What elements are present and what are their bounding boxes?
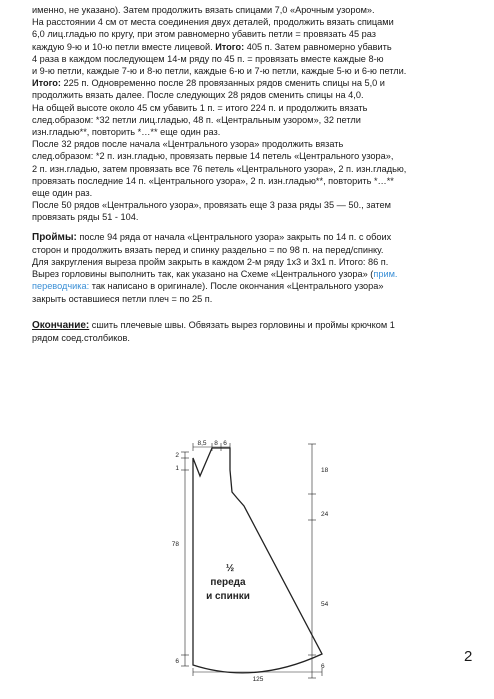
text-line: На расстоянии 4 см от места соединения двух деталей, продолжить вязать спицами: [32, 17, 394, 28]
text-line: На общей высоте около 45 см убавить 1 п. = итого 224 п. и продолжить вязать: [32, 102, 368, 113]
translator-note-link: переводчика:: [32, 281, 90, 292]
text-line: переводчика: так написано в оригинале). После окончания «Центрального узора»: [32, 281, 384, 292]
text-line: провязать ряды 51 - 104.: [32, 212, 139, 223]
text-line: именно, не указано). Затем продолжить вязать спицами 7,0 «Арочным узором».: [32, 5, 375, 15]
left-dim-78: 78: [171, 541, 179, 548]
text-line: После 32 рядов после начала «Центрального узора» продолжить вязать: [32, 139, 344, 150]
text-line: изн.гладью**, повторить *…** еще один раз.: [32, 127, 221, 138]
top-width-3: 6: [223, 440, 227, 447]
piece-label-back: и спинки: [206, 591, 250, 602]
left-dim-1: 1: [175, 465, 179, 472]
text-line: Вырез горловины выполнить так, как указано на Схеме «Центрального узора» (прим.: [32, 269, 398, 280]
text-line: след.образом: *2 п. изн.гладью, провязать первые 14 петель «Центрального узора»,: [32, 151, 394, 162]
left-dim-6: 6: [175, 658, 179, 665]
text-line: 6,0 лиц.гладью по кругу, при этом равномерно убавить петли = провязать 45 раз: [32, 29, 377, 40]
right-dim-18: 18: [321, 467, 329, 474]
text-line: Для закругления выреза пройм закрыть в каждом 2-м ряду 1х3 и 3х1 п. Итого: 86 п.: [32, 257, 389, 268]
right-dim-6: 6: [321, 663, 325, 670]
finishing-line: Окончание: сшить плечевые швы. Обвязать вырез горловины и проймы крючком 1: [32, 319, 395, 331]
text-line: закрыть оставшиеся петли плеч = по 25 п.: [32, 293, 213, 304]
text-line: каждую 9-ю и 10-ю петли вместе лицевой. Итого: 405 п. Затем равномерно убавить: [32, 41, 392, 52]
piece-label-front: переда: [210, 577, 246, 588]
text-line: продолжить вязать далее. После следующих 28 рядов сменить спицы на 4,0.: [32, 90, 364, 101]
text-line: 4 раза в каждом последующем 14-м ряду по 45 п. = провязать вместе каждые 8-ю: [32, 53, 384, 64]
page-number: 2: [464, 648, 473, 665]
text-line: После 50 рядов «Центрального узора», провязать еще 3 раза ряды 35 — 50., затем: [32, 200, 391, 211]
text-line: Итого: 225 п. Одновременно после 28 провязанных рядов сменить спицы на 5,0 и: [32, 78, 385, 89]
piece-label-half: ½: [225, 563, 235, 574]
top-width-1: 8,5: [197, 440, 207, 447]
text-line: и 9-ю петли, каждые 7-ю и 8-ю петли, каждые 6-ю и 7-ю петли, каждые 5-ю и 6-ю петли.: [32, 66, 407, 77]
bottom-width-125: 125: [252, 676, 264, 683]
translator-note-link: прим.: [373, 269, 398, 280]
text-line: 2 п. изн.гладью, затем провязать все 76 петель «Центрального узора», 2 п. изн.гладью,: [32, 163, 407, 174]
right-dim-54: 54: [321, 601, 329, 608]
text-line: провязать последние 14 п. «Центрального узора», 2 п. изн.гладью**, повторить *…**: [32, 175, 394, 186]
left-dim-2: 2: [175, 452, 179, 459]
text-line: сторон и продолжить вязать перед и спинку раздельно = по 98 п. на перед/спинку.: [32, 244, 384, 255]
text-line: еще один раз.: [32, 188, 93, 199]
armholes-line: Проймы: после 94 ряда от начала «Центрального узора» закрыть по 14 п. с обоих: [32, 231, 392, 243]
garment-outline: [193, 448, 322, 673]
right-dim-24: 24: [321, 511, 329, 518]
top-width-2: 8: [214, 440, 218, 447]
text-line: рядом соед.столбиков.: [32, 333, 130, 344]
text-line: след.образом: *32 петли лиц.гладью, 48 п. «Центральным узором», 32 петли: [32, 114, 361, 125]
